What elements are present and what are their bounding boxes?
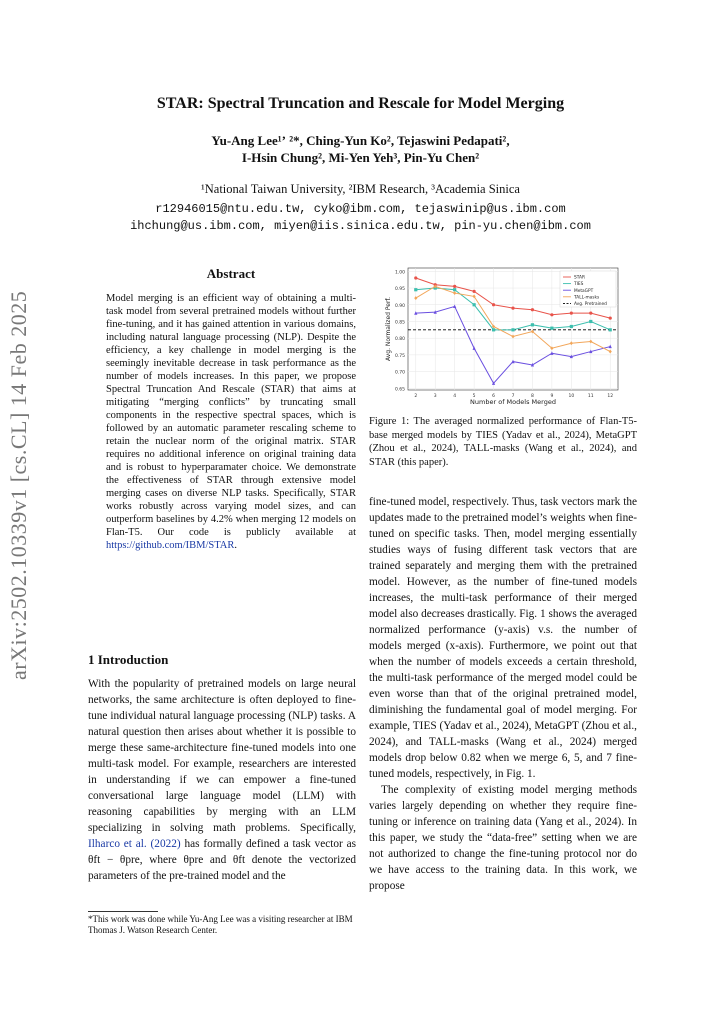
data-point (511, 307, 514, 310)
emails (0, 201, 721, 235)
intro-text (88, 676, 356, 884)
legend-label: STAR (574, 275, 585, 281)
data-point (492, 328, 495, 331)
abstract-body: Model merging is an efficient way of obtaining a multi-task model from several pretrained models without further fine-tuning, and it has gained attention in various domains, including natural language processing (NLP). Despite the efficiency, a key challenge in model merging is the seemingly inevitable decrease in task performance as the number of models increases. In this paper, we propose Spectral Truncation And Rescale (STAR) that aims at mitigating “merging conflicts” by truncating small components in the respective spectral spaces, which is followed by an automatic parameter rescaling scheme to retain the nuclear norm of the original matrix. STAR requires no additional inference on original training data and is robust to hyperparamater choice. We demonstrate the effectiveness of STAR through extensive model merging cases on diverse NLP tasks. Specifically, STAR works robustly across varying model sizes, and can outperform baselines by 4.2% when merging 12 models on Flan-T5. Our code is publicly available at (106, 293, 356, 538)
x-tick-label: 3 (433, 394, 437, 399)
data-point (414, 276, 417, 279)
data-point (511, 328, 514, 331)
authors-line-1: Yu-Ang Lee¹ʼ ²*, Ching-Yun Ko², Tejaswini Pedapati², (211, 133, 510, 148)
data-point (550, 327, 553, 330)
data-point (589, 320, 592, 323)
figure-caption: Figure 1: The averaged normalized performance of Flan-T5-base merged models by TIES (Yadav et al., 2024), MetaGPT (Zhou et al., 2024), TALL-masks (Wang et al., 2024), and STAR (this paper). (369, 416, 637, 468)
figure-1-chart (378, 262, 626, 412)
data-point (473, 290, 476, 293)
x-tick-label: 4 (453, 394, 457, 399)
data-point (492, 303, 495, 306)
x-tick-label: 2 (414, 394, 418, 399)
legend-label: TALL-masks (574, 295, 600, 301)
x-tick-label: 8 (531, 394, 534, 399)
data-point (531, 308, 534, 311)
x-tick-label: 11 (587, 394, 594, 399)
x-tick-label: 10 (568, 394, 575, 399)
legend-label: MetaGPT (574, 288, 594, 294)
x-tick-label: 7 (511, 394, 515, 399)
legend-label: Avg. Pretrained (574, 302, 607, 307)
arxiv-stamp (6, 290, 42, 680)
x-axis-label: Number of Models Merged (470, 398, 556, 406)
data-point (453, 285, 456, 288)
data-point (609, 317, 612, 320)
emails-line-2: ihchung@us.ibm.com, miyen@iis.sinica.edu.tw, pin-yu.chen@ibm.com (130, 219, 591, 233)
x-tick-label: 12 (607, 394, 614, 399)
y-tick-label: 0.75 (394, 353, 405, 359)
x-tick-label: 9 (550, 394, 554, 399)
intro-body: With the popularity of pretrained models on large neural networks, the same architecture is often deployed to fine-tune individual natural language processing (NLP) tasks. A natural question then arises about whether it is possible to merge these same-architecture fine-tuned models into one multi-task model. For example, researchers are interested in understanding if we can empower a fine-tuned conversational large language model (LLM) with reasoning capabilities by merging with an LLM specializing in solving math problems. Specifically, (88, 678, 356, 834)
arxiv-id: arXiv:2502.10339v1 [cs.CL] 14 Feb 2025 (6, 290, 31, 680)
code-link[interactable]: https://github.com/IBM/STAR (106, 540, 235, 551)
section-heading-introduction: 1 Introduction (88, 652, 169, 667)
data-point (414, 288, 417, 291)
y-axis-label: Avg. Normalized Perf. (385, 296, 392, 362)
footnote-rule (88, 911, 158, 912)
data-point (531, 323, 534, 326)
x-tick-label: 5 (472, 394, 476, 399)
data-point (550, 313, 553, 316)
y-tick-label: 0.85 (394, 320, 405, 326)
abstract-end: . (234, 540, 238, 551)
emails-line-1: r12946015@ntu.edu.tw, cyko@ibm.com, tejaswinip@us.ibm.com (155, 202, 566, 216)
data-point (570, 325, 573, 328)
y-tick-label: 1.00 (394, 270, 405, 276)
paper-title: STAR: Spectral Truncation and Rescale for Model Merging (156, 95, 565, 112)
affiliations: ¹National Taiwan University, ²IBM Research, ³Academia Sinica (201, 182, 520, 196)
data-point (473, 303, 476, 306)
intro-citation[interactable]: Ilharco et al. (2022) (88, 838, 181, 850)
y-tick-label: 0.70 (394, 370, 405, 376)
data-point (589, 312, 592, 315)
footnote: *This work was done while Yu-Ang Lee was a visiting researcher at IBM Thomas J. Watson Research Center. (88, 914, 353, 935)
y-tick-label: 0.80 (394, 337, 405, 343)
data-point (453, 288, 456, 291)
intro-end: has formally defined a task vector as θft − θpre, where θpre and θft denote the vectorized parameters of the pre-trained model and the (88, 838, 356, 882)
right-column-text (369, 494, 637, 894)
authors-line-2: I-Hsin Chung², Mi-Yen Yeh³, Pin-Yu Chen² (241, 150, 480, 165)
right-paragraph-2: The complexity of existing model merging methods varies largely depending on whether they require fine-tuning or inference on training data (Yang et al., 2024). In this paper, we study the “data-free” setting when we are not authorized to change the fine-tuning protocol nor do we have access to the training data. In this work, we propose (369, 784, 637, 892)
data-point (570, 312, 573, 315)
abstract-text (106, 292, 356, 552)
y-tick-label: 0.65 (394, 387, 405, 393)
legend-label: TIES (574, 282, 584, 288)
right-paragraph-1: fine-tuned model, respectively. Thus, task vectors mark the updates made to the pretrained model’s weights when fine-tuned on specific tasks. Then, model merging essentially studies ways of fusing different task vectors that are trained separately and merging them with the pretrained model. However, as the number of fine-tuned models increases, the multi-task performance of their merged model also decreases drastically. Fig. 1 shows the averaged normalized performance (y-axis) v.s. the number of models merged (x-axis). Furthermore, we point out that when the number of models exceeds a certain threshold, the multi-task performance of the merged model could be even worse than that of the original pretrained model, diminishing the fundamental goal of model merging. For example, TIES (Yadav et al., 2024), MetaGPT (Zhou et al., 2024), and TALL-masks (Wang et al., 2024) merged models drop below 0.82 when we merge 6, 5, and 7 fine-tuned models, respectively, in Fig. 1. (369, 496, 637, 780)
data-point (609, 328, 612, 331)
y-tick-label: 0.90 (394, 303, 405, 309)
abstract-heading: Abstract (206, 266, 256, 281)
x-tick-label: 6 (492, 394, 495, 399)
y-tick-label: 0.95 (394, 287, 405, 293)
authors (0, 132, 721, 166)
